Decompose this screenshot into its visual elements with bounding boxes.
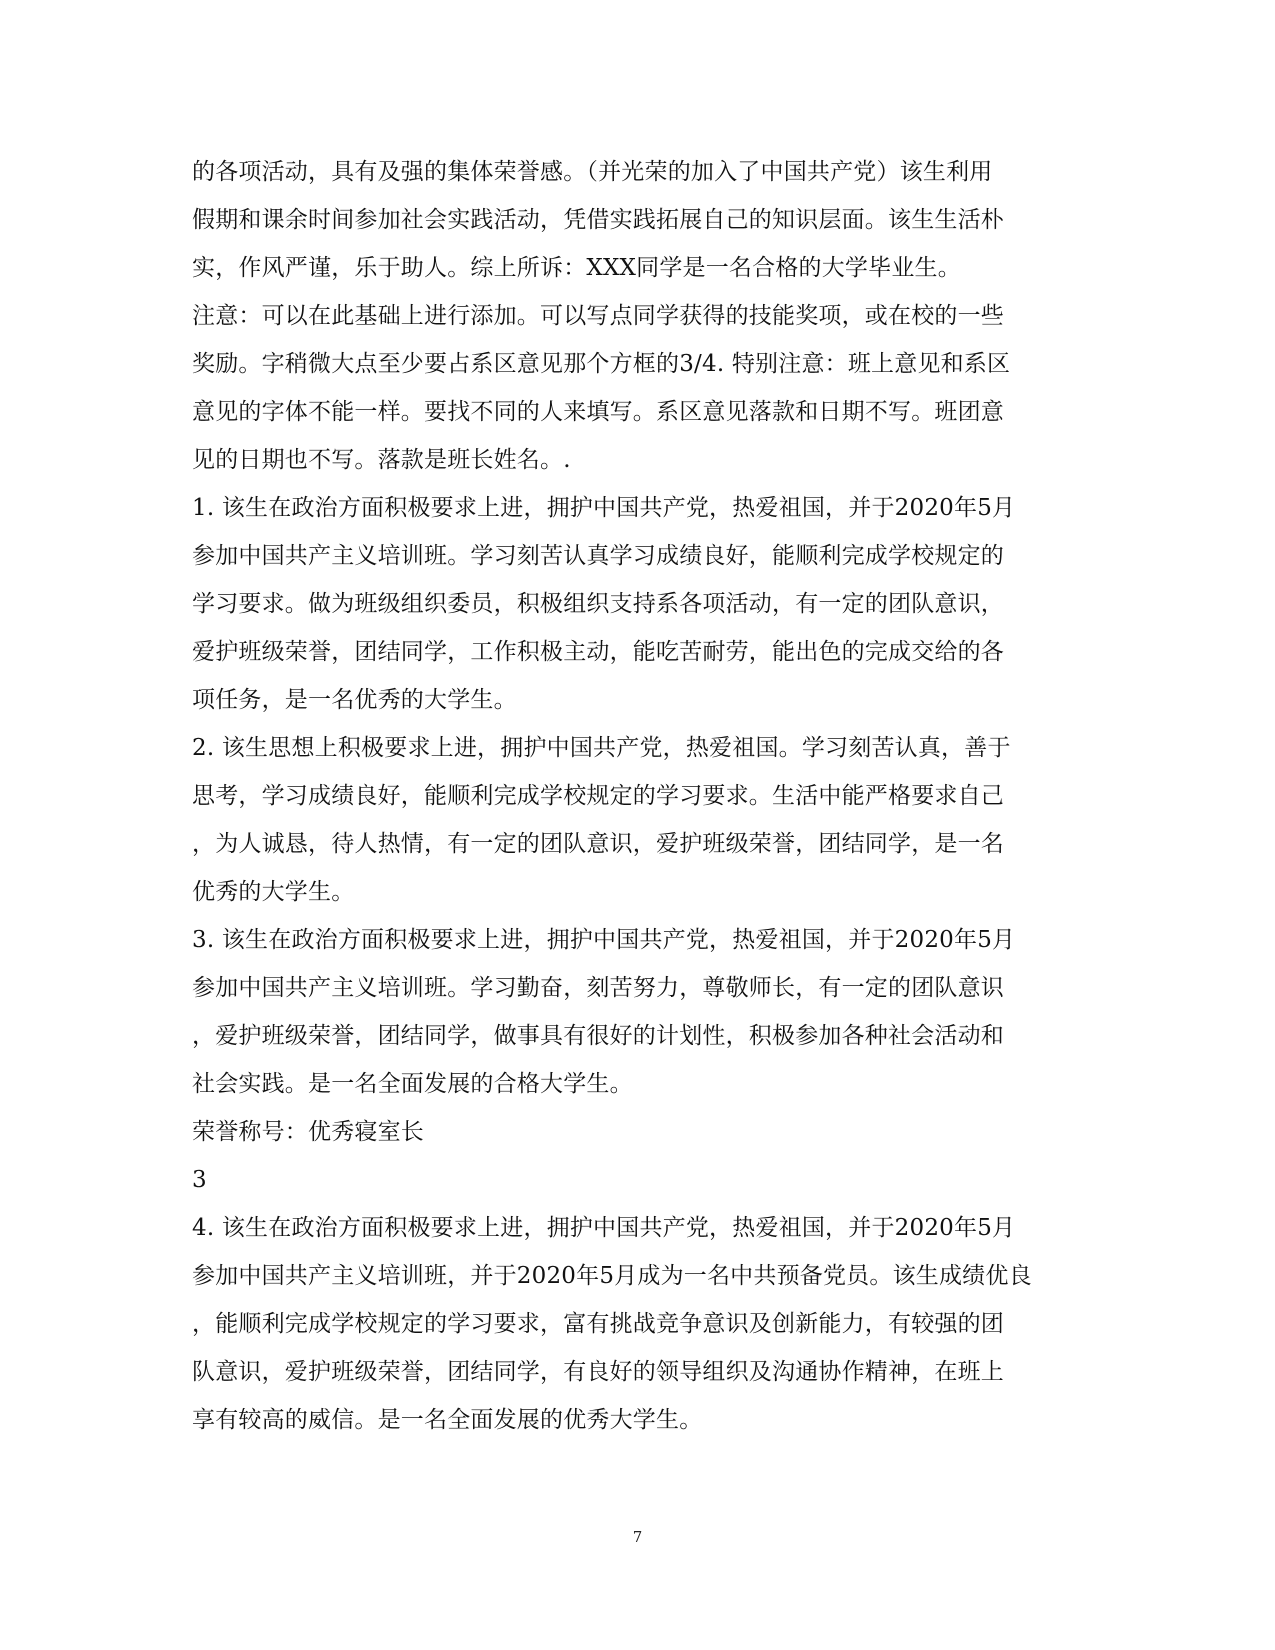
text-line: 2. 该生思想上积极要求上进，拥护中国共产党，热爱祖国。学习刻苦认真，善于 [192,735,1011,761]
text-line: 3. 该生在政治方面积极要求上进，拥护中国共产党，热爱祖国，并于2020年5月 [192,927,1016,953]
text-line: 参加中国共产主义培训班。学习刻苦认真学习成绩良好，能顺利完成学校规定的 [192,543,1004,569]
text-line: 参加中国共产主义培训班。学习勤奋，刻苦努力，尊敬师长，有一定的团队意识 [192,975,1004,1001]
text-line: 项任务，是一名优秀的大学生。 [192,687,517,713]
text-line: 队意识，爱护班级荣誉，团结同学，有良好的领导组织及沟通协作精神，在班上 [192,1359,1004,1385]
text-line: 爱护班级荣誉，团结同学，工作积极主动，能吃苦耐劳，能出色的完成交给的各 [192,639,1004,665]
text-line: 荣誉称号：优秀寝室长 [192,1119,424,1145]
text-line: 奖励。字稍微大点至少要占系区意见那个方框的3/4. 特别注意：班上意见和系区 [192,351,1011,377]
text-line: 见的日期也不写。落款是班长姓名。. [192,447,571,473]
text-line: 注意：可以在此基础上进行添加。可以写点同学获得的技能奖项，或在校的一些 [192,303,1004,329]
page-number: 7 [632,1528,643,1546]
text-line: 参加中国共产主义培训班，并于2020年5月成为一名中共预备党员。该生成绩优良 [192,1263,1032,1289]
text-line: 学习要求。做为班级组织委员，积极组织支持系各项活动，有一定的团队意识， [192,591,1004,617]
text-line: 4. 该生在政治方面积极要求上进，拥护中国共产党，热爱祖国，并于2020年5月 [192,1215,1016,1241]
text-line: 实，作风严谨，乐于助人。综上所诉：XXX同学是一名合格的大学毕业生。 [192,255,961,281]
text-line: 假期和课余时间参加社会实践活动，凭借实践拓展自己的知识层面。该生生活朴 [192,207,1004,233]
text-line: 的各项活动，具有及强的集体荣誉感。（并光荣的加入了中国共产党）该生利用 [192,159,993,185]
text-line: 享有较高的威信。是一名全面发展的优秀大学生。 [192,1407,703,1433]
text-line: ，爱护班级荣誉，团结同学，做事具有很好的计划性，积极参加各种社会活动和 [192,1023,1004,1049]
text-line: 3 [192,1167,207,1193]
text-line: 意见的字体不能一样。要找不同的人来填写。系区意见落款和日期不写。班团意 [192,399,1004,425]
text-line: 优秀的大学生。 [192,879,355,905]
text-line: ，能顺利完成学校规定的学习要求，富有挑战竞争意识及创新能力，有较强的团 [192,1311,1004,1337]
text-line: ，为人诚恳，待人热情，有一定的团队意识，爱护班级荣誉，团结同学，是一名 [192,831,1004,857]
text-line: 社会实践。是一名全面发展的合格大学生。 [192,1071,633,1097]
document-body [192,148,1072,1444]
text-line: 思考，学习成绩良好，能顺利完成学校规定的学习要求。生活中能严格要求自己 [192,783,1004,809]
text-line: 1. 该生在政治方面积极要求上进，拥护中国共产党，热爱祖国，并于2020年5月 [192,495,1016,521]
